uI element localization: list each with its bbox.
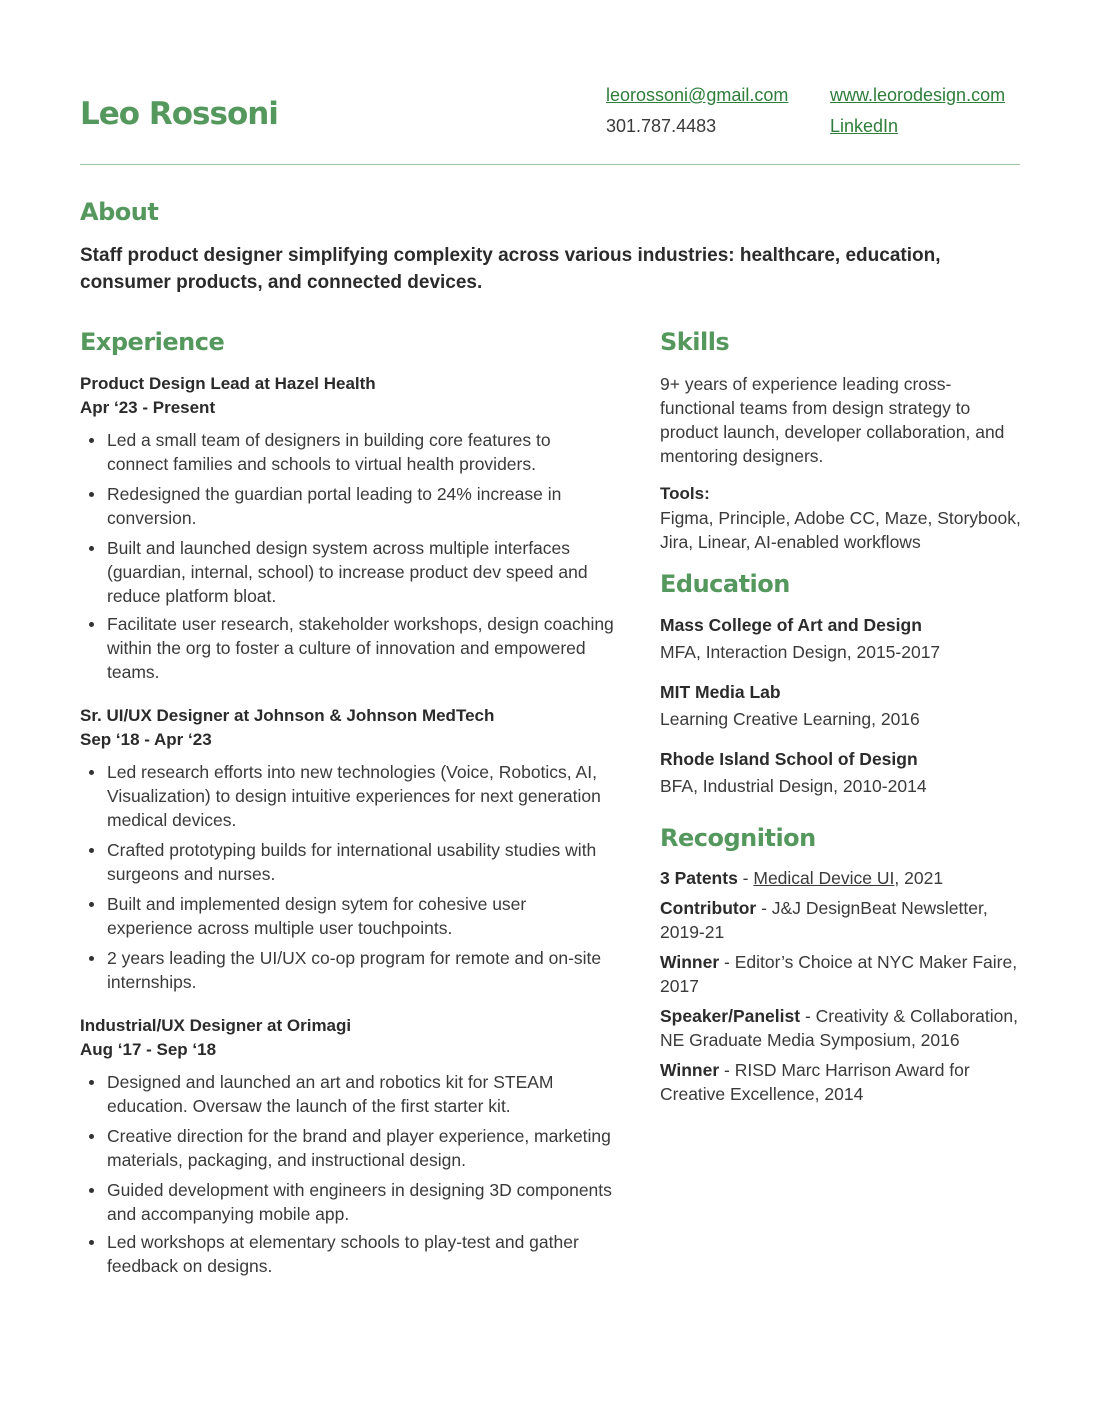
skills-heading: Skills xyxy=(660,328,730,356)
recognition-entry xyxy=(660,1058,1022,1106)
job-bullet: Built and implemented design sytem for cohesive user experience across multiple user touchpoints. xyxy=(80,892,615,940)
education-degree: BFA, Industrial Design, 2010-2014 xyxy=(660,776,927,796)
tools-list: Figma, Principle, Adobe CC, Maze, Storybook, Jira, Linear, AI-enabled workflows xyxy=(660,508,1021,552)
job-dates: Sep ‘18 - Apr ‘23 xyxy=(80,730,212,749)
education-school: Mass College of Art and Design xyxy=(660,615,922,635)
linkedin-link[interactable]: LinkedIn xyxy=(830,116,899,136)
experience-heading: Experience xyxy=(80,328,225,356)
recognition-text: - Editor’s Choice at NYC Maker Faire, 2017 xyxy=(660,952,1018,996)
tools-label: Tools: xyxy=(660,484,710,503)
resume-page xyxy=(80,0,1020,1420)
recognition-label: Winner xyxy=(660,1060,720,1080)
job-bullet: Designed and launched an art and robotics kit for STEAM education. Oversaw the launch of the first starter kit. xyxy=(80,1070,615,1118)
about-heading: About xyxy=(80,198,159,226)
job-entry xyxy=(80,704,615,994)
job-bullet: Led a small team of designers in building core features to connect families and schools to virtual health providers. xyxy=(80,428,615,476)
contact-column-secondary xyxy=(830,80,1005,142)
job-bullet: 2 years leading the UI/UX co-op program for remote and on-site internships. xyxy=(80,946,615,994)
job-bullets xyxy=(80,428,615,684)
header-divider xyxy=(80,164,1020,165)
education-entry xyxy=(660,746,1022,800)
patent-link[interactable]: Medical Device UI xyxy=(753,868,895,888)
recognition-entry xyxy=(660,950,1022,998)
education-section xyxy=(660,612,1022,800)
education-heading: Education xyxy=(660,570,790,598)
job-bullets xyxy=(80,760,615,994)
education-degree: MFA, Interaction Design, 2015-2017 xyxy=(660,642,941,662)
job-bullet: Facilitate user research, stakeholder workshops, design coaching within the org to foster a culture of innovation and empowered teams. xyxy=(80,612,615,684)
job-title: Sr. UI/UX Designer at Johnson & Johnson MedTech xyxy=(80,706,495,725)
experience-section xyxy=(80,372,615,1298)
education-school: MIT Media Lab xyxy=(660,682,781,702)
recognition-heading: Recognition xyxy=(660,824,816,852)
recognition-text: - Creativity & Collaboration, NE Graduate Media Symposium, 2016 xyxy=(660,1006,1018,1050)
skills-section xyxy=(660,372,1022,554)
job-bullet: Redesigned the guardian portal leading to 24% increase in conversion. xyxy=(80,482,615,530)
job-title: Product Design Lead at Hazel Health xyxy=(80,374,376,393)
skills-summary: 9+ years of experience leading cross-functional teams from design strategy to product launch, developer collaboration, and mentoring designers. xyxy=(660,374,1005,466)
recognition-entry xyxy=(660,1004,1022,1052)
education-entry xyxy=(660,679,1022,733)
recognition-entry xyxy=(660,896,1022,944)
recognition-label: 3 Patents xyxy=(660,868,738,888)
job-entry xyxy=(80,372,615,684)
contact-column-primary xyxy=(606,80,788,142)
recognition-entry xyxy=(660,866,1022,890)
job-bullet: Led research efforts into new technologies (Voice, Robotics, AI, Visualization) to design intuitive experiences for next generation medical devices. xyxy=(80,760,615,832)
job-bullet: Crafted prototyping builds for international usability studies with surgeons and nurses. xyxy=(80,838,615,886)
candidate-name: Leo Rossoni xyxy=(80,96,278,132)
recognition-label: Contributor xyxy=(660,898,757,918)
job-bullet: Led workshops at elementary schools to play-test and gather feedback on designs. xyxy=(80,1230,615,1278)
education-school: Rhode Island School of Design xyxy=(660,749,918,769)
job-dates: Aug ‘17 - Sep ‘18 xyxy=(80,1040,217,1059)
job-title: Industrial/UX Designer at Orimagi xyxy=(80,1016,352,1035)
recognition-separator: - xyxy=(737,868,754,888)
recognition-label: Winner xyxy=(660,952,720,972)
email-link[interactable]: leorossoni@gmail.com xyxy=(606,85,789,105)
recognition-text: , 2021 xyxy=(894,868,944,888)
job-entry xyxy=(80,1014,615,1278)
website-link[interactable]: www.leorodesign.com xyxy=(830,85,1006,105)
job-bullets xyxy=(80,1070,615,1278)
recognition-label: Speaker/Panelist xyxy=(660,1006,801,1026)
phone-number: 301.787.4483 xyxy=(606,116,717,136)
recognition-text: - J&J DesignBeat Newsletter, 2019-21 xyxy=(660,898,988,942)
job-bullet: Creative direction for the brand and player experience, marketing materials, packaging, and instructional design. xyxy=(80,1124,615,1172)
education-entry xyxy=(660,612,1022,666)
about-text: Staff product designer simplifying complexity across various industries: healthcare, education, consumer products, and connected devices. xyxy=(80,245,941,293)
education-degree: Learning Creative Learning, 2016 xyxy=(660,709,920,729)
job-bullet: Guided development with engineers in designing 3D components and accompanying mobile app. xyxy=(80,1178,615,1226)
recognition-section xyxy=(660,866,1022,1106)
sidebar-column xyxy=(660,372,1022,1112)
job-dates: Apr ‘23 - Present xyxy=(80,398,216,417)
job-bullet: Built and launched design system across multiple interfaces (guardian, internal, school) to increase product dev speed and reduce platform bloat. xyxy=(80,536,615,608)
recognition-text: - RISD Marc Harrison Award for Creative Excellence, 2014 xyxy=(660,1060,970,1104)
